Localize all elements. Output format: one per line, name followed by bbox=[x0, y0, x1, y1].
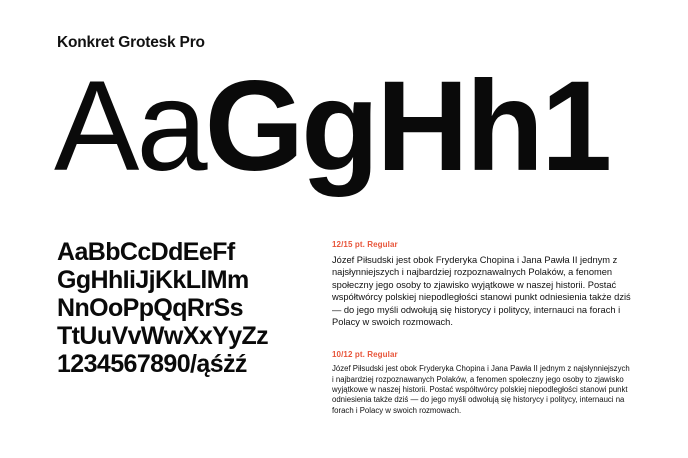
hero-letters-bold: Hh1 bbox=[376, 55, 610, 198]
alphabet-line: 1234567890/ąśżź bbox=[57, 350, 247, 378]
specimen-paragraph: Józef Piłsudski jest obok Fryderyka Chopina i Jana Pawła II jednym z najsłynniejszych i najbardziej rozpoznawalnych Polaków, a fenomen społeczny jego osoby to zjawisko wyjątkowe w naszej historii. Postać współtwórcy polskiej niepodległości stanowi punkt odniesienia także dziś — do jego myśli odwołują się historycy i politycy, internauci na forach i Polacy w swoich rozmowach. bbox=[332, 255, 631, 328]
specimen-paragraph: Józef Piłsudski jest obok Fryderyka Chopina i Jana Pawła II jednym z najsłynniejszych i najbardziej rozpoznawanych Polaków, a fenomen społeczny jego osoby to zjawisko wyjątkowe w naszej historii. Postać współtwórcy polskiej niepodległości stanowi punkt odniesienia także dziś — do jego myśli odwołują się historycy i politycy, internauci na forach i Polacy w swoich rozmowach. bbox=[332, 364, 630, 415]
specimen-size-label: 12/15 pt. Regular bbox=[332, 240, 398, 249]
alphabet-line: GgHhIiJjKkLlMm bbox=[57, 266, 249, 294]
hero-letters-medium: Gg bbox=[204, 55, 377, 198]
alphabet-block bbox=[57, 238, 307, 378]
hero-letters bbox=[54, 55, 644, 198]
specimen-block-small bbox=[332, 350, 632, 415]
alphabet-line: NnOoPpQqRrSs bbox=[57, 294, 243, 322]
alphabet-line: TtUuVvWwXxYyZz bbox=[57, 322, 269, 350]
specimen-size-label: 10/12 pt. Regular bbox=[332, 350, 398, 360]
page-title: Konkret Grotesk Pro bbox=[57, 34, 205, 51]
specimen-block-large bbox=[332, 240, 632, 328]
alphabet-line: AaBbCcDdEeFf bbox=[57, 238, 235, 266]
specimen-text-column bbox=[332, 240, 632, 416]
hero-letters-light: Aa bbox=[54, 55, 205, 198]
